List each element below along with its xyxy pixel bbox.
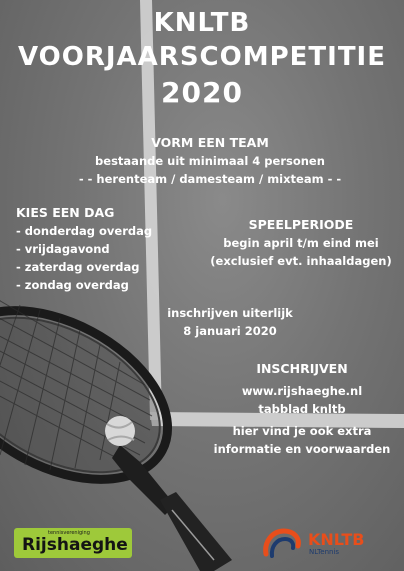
register-extra-1: hier vind je ook extra	[232, 424, 372, 438]
title-line-3: 2020	[161, 76, 243, 109]
register-tab: tabblad knltb	[258, 402, 346, 416]
deadline-line-1: inschrijven uiterlijk	[167, 306, 293, 320]
team-types: - - herenteam / damesteam / mixteam - -	[78, 172, 342, 186]
register-heading: INSCHRIJVEN	[256, 361, 348, 376]
team-subtitle: bestaande uit minimaal 4 personen	[95, 154, 325, 168]
team-heading: VORM EEN TEAM	[151, 135, 269, 150]
title-line-2: VOORJAARSCOMPETITIE	[17, 42, 386, 72]
register-extra-2: informatie en voorwaarden	[213, 442, 391, 456]
club-small-label: tennisvereniging	[48, 530, 90, 536]
knltb-name: KNLTB	[308, 530, 365, 549]
tennis-ball-icon	[105, 416, 135, 446]
period-line-1: begin april t/m eind mei	[223, 236, 379, 250]
rijshaeghe-logo	[14, 528, 132, 558]
deadline-line-2: 8 januari 2020	[183, 324, 277, 338]
day-item: - vrijdagavond	[16, 242, 110, 256]
title-line-1: KNLTB	[153, 8, 251, 38]
club-name: Rijshaeghe	[22, 535, 128, 555]
days-list	[16, 222, 152, 294]
day-item: - zaterdag overdag	[16, 260, 140, 274]
knltb-sub: NLTennis	[309, 548, 340, 556]
day-item: - donderdag overdag	[16, 224, 153, 238]
knltb-logo	[262, 528, 386, 560]
period-heading: SPEELPERIODE	[248, 217, 354, 232]
register-url: www.rijshaeghe.nl	[241, 384, 363, 398]
days-heading: KIES EEN DAG	[16, 205, 115, 220]
period-line-2: (exclusief evt. inhaaldagen)	[210, 254, 392, 268]
knltb-mark-icon	[262, 528, 302, 560]
day-item: - zondag overdag	[16, 278, 129, 292]
